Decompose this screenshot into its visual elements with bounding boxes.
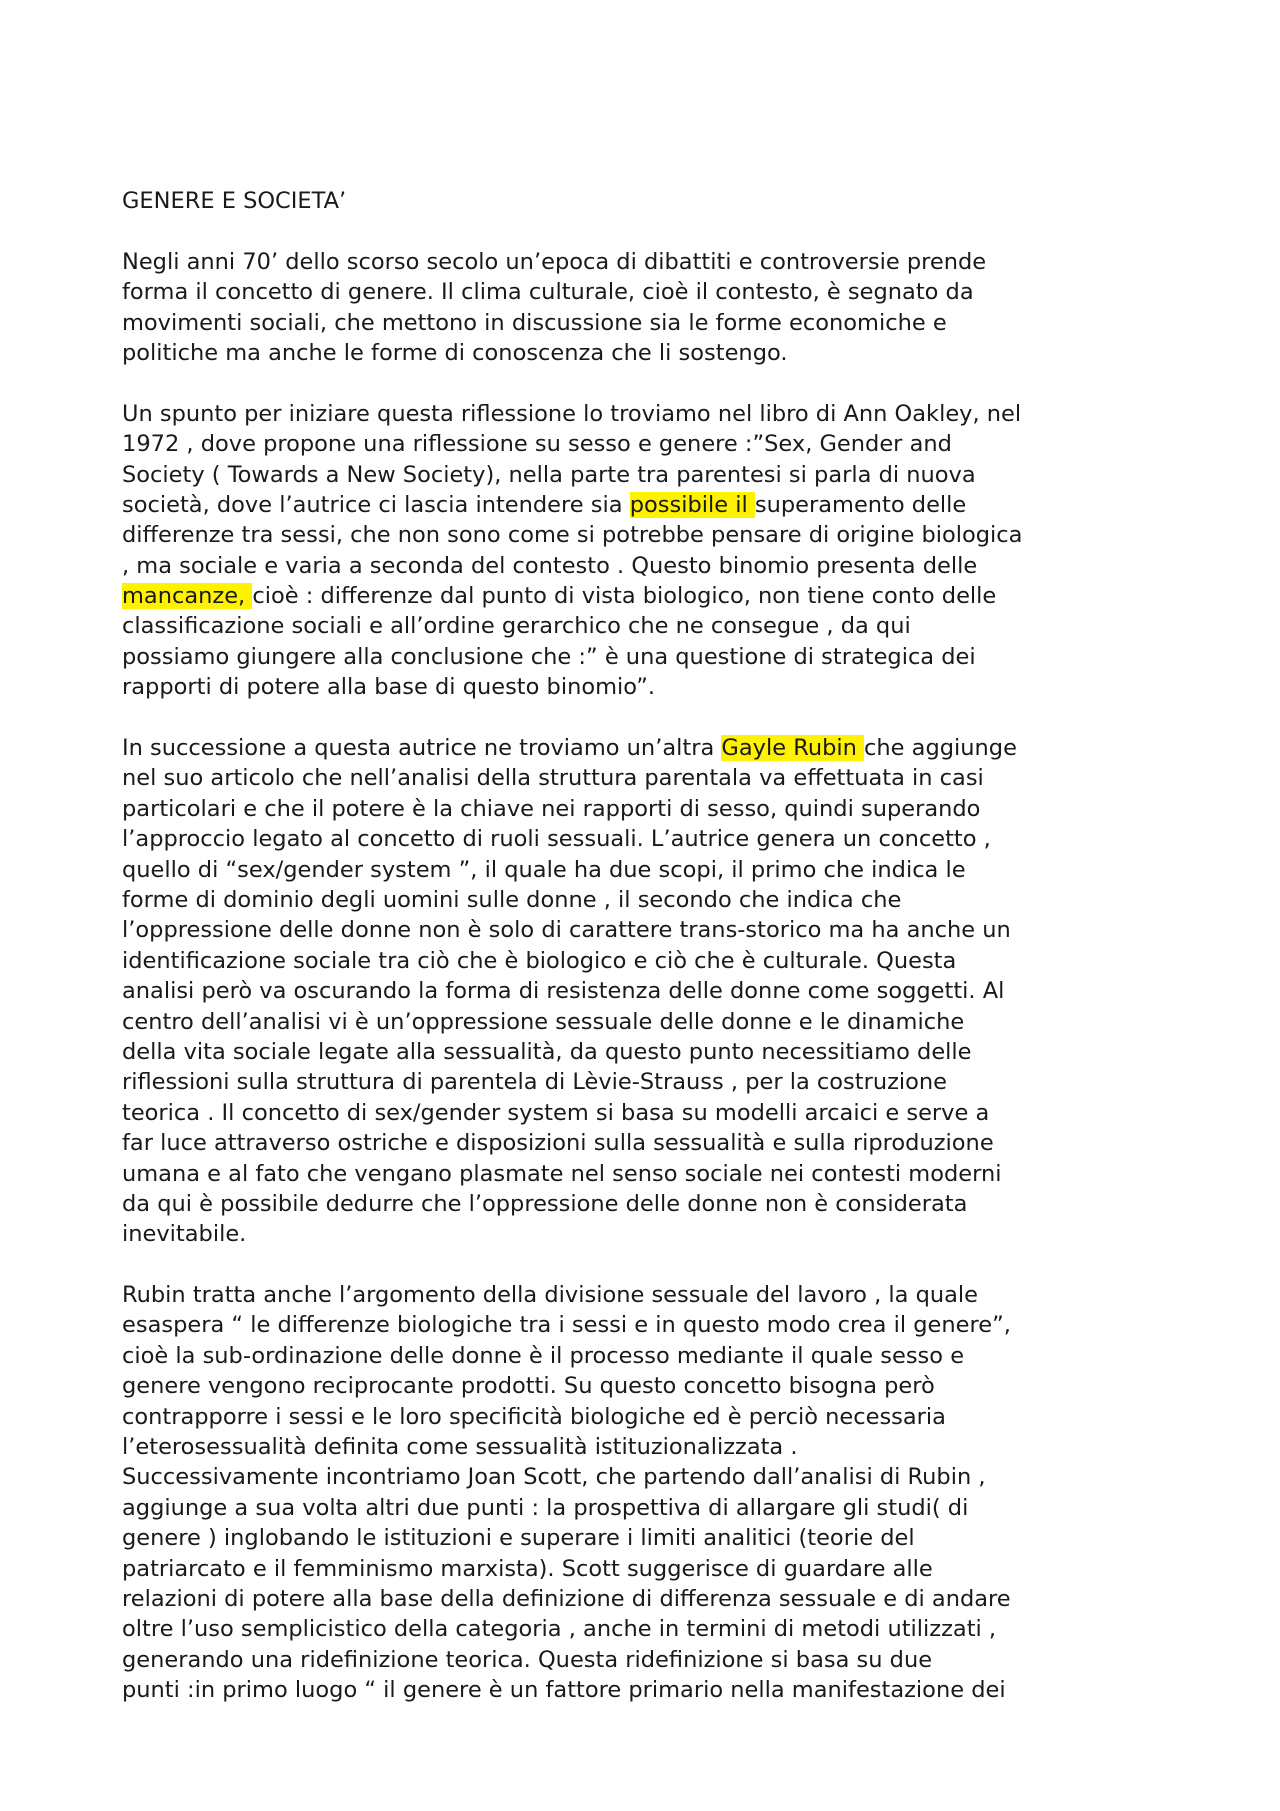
text-line: [122, 733, 1172, 763]
text-run: centro dell’analisi vi è un’oppressione sessuale delle donne e le dinamiche: [122, 1008, 965, 1035]
paragraph: [122, 733, 1172, 1250]
text-run: Society ( Towards a New Society), nella parte tra parentesi si parla di nuova: [122, 461, 976, 488]
text-run: genere vengono reciprocante prodotti. Su questo concetto bisogna però: [122, 1373, 935, 1400]
highlighted-text: mancanze,: [122, 583, 253, 610]
text-run: umana e al fato che vengano plasmate nel senso sociale nei contesti moderni: [122, 1160, 1002, 1187]
text-run: movimenti sociali, che mettono in discussione sia le forme economiche e: [122, 309, 947, 336]
text-run: identificazione sociale tra ciò che è biologico e ciò che è culturale. Questa: [122, 947, 957, 974]
text-run: Negli anni 70’ dello scorso secolo un’epoca di dibattiti e controversie prende: [122, 248, 987, 275]
text-run: esaspera “ le differenze biologiche tra i sessi e in questo modo crea il genere”,: [122, 1312, 1011, 1339]
text-line: [122, 338, 1172, 368]
text-line: [122, 1037, 1172, 1067]
text-line: [122, 1584, 1172, 1614]
text-line: [122, 277, 1172, 307]
text-run: contrapporre i sessi e le loro specificità biologiche ed è perciò necessaria: [122, 1403, 946, 1430]
text-line: [122, 1189, 1172, 1219]
text-run: patriarcato e il femminismo marxista). Scott suggerisce di guardare alle: [122, 1555, 933, 1582]
text-run: far luce attraverso ostriche e disposizioni sulla sessualità e sulla riproduzione: [122, 1130, 994, 1157]
text-line: [122, 1645, 1172, 1675]
text-run: l’approccio legato al concetto di ruoli sessuali. L’autrice genera un concetto ,: [122, 826, 991, 853]
paragraph: [122, 399, 1172, 703]
text-line: [122, 520, 1172, 550]
text-line: [122, 915, 1172, 945]
text-line: [122, 794, 1172, 824]
text-run: riflessioni sulla struttura di parentela di Lèvie-Strauss , per la costruzione: [122, 1069, 948, 1096]
text-run: l’oppressione delle donne non è solo di carattere trans-storico ma ha anche un: [122, 917, 1011, 944]
paragraph: [122, 247, 1172, 369]
text-run: , ma sociale e varia a seconda del contesto . Questo binomio presenta delle: [122, 552, 978, 579]
text-line: [122, 1067, 1172, 1097]
text-run: classificazione sociali e all’ordine gerarchico che ne consegue , da qui: [122, 613, 911, 640]
text-run: In successione a questa autrice ne troviamo un’altra: [122, 735, 722, 762]
text-line: [122, 1341, 1172, 1371]
text-line: [122, 1371, 1172, 1401]
text-line: [122, 946, 1172, 976]
text-run: differenze tra sessi, che non sono come si potrebbe pensare di origine biologica: [122, 522, 1023, 549]
text-line: [122, 1402, 1172, 1432]
text-line: [122, 460, 1172, 490]
text-run: da qui è possibile dedurre che l’oppressione delle donne non è considerata: [122, 1190, 968, 1217]
text-line: [122, 885, 1172, 915]
text-run: che aggiunge: [864, 735, 1017, 762]
paragraph-container: [122, 247, 1172, 1706]
text-run: forma il concetto di genere. Il clima culturale, cioè il contesto, è segnato da: [122, 279, 974, 306]
text-line: [122, 976, 1172, 1006]
text-run: genere ) inglobando le istituzioni e superare i limiti analitici (teorie del: [122, 1525, 915, 1552]
text-line: [122, 1219, 1172, 1249]
text-line: [122, 581, 1172, 611]
text-line: [122, 611, 1172, 641]
text-line: [122, 399, 1172, 429]
text-line: [122, 672, 1172, 702]
text-line: [122, 1128, 1172, 1158]
text-line: [122, 642, 1172, 672]
text-run: possiamo giungere alla conclusione che :” è una questione di strategica dei: [122, 643, 976, 670]
text-line: [122, 429, 1172, 459]
text-run: Un spunto per iniziare questa riflessione lo troviamo nel libro di Ann Oakley, nel: [122, 400, 1022, 427]
text-run: cioè la sub-ordinazione delle donne è il processo mediante il quale sesso e: [122, 1342, 965, 1369]
text-line: [122, 855, 1172, 885]
text-run: generando una ridefinizione teorica. Questa ridefinizione si basa su due: [122, 1646, 933, 1673]
text-line: [122, 247, 1172, 277]
highlighted-text: Gayle Rubin: [721, 735, 865, 762]
text-run: rapporti di potere alla base di questo binomio”.: [122, 674, 656, 701]
text-line: [122, 1098, 1172, 1128]
text-line: [122, 1614, 1172, 1644]
text-run: nel suo articolo che nell’analisi della struttura parentala va effettuata in casi: [122, 765, 984, 792]
text-run: 1972 , dove propone una riflessione su sesso e genere :”Sex, Gender and: [122, 431, 952, 458]
text-run: punti :in primo luogo “ il genere è un fattore primario nella manifestazione dei: [122, 1677, 1006, 1704]
text-run: Rubin tratta anche l’argomento della divisione sessuale del lavoro , la quale: [122, 1282, 979, 1309]
text-run: società, dove l’autrice ci lascia intendere sia: [122, 491, 630, 518]
text-line: [122, 1310, 1172, 1340]
text-run: superamento delle: [754, 491, 967, 518]
text-line: [122, 1280, 1172, 1310]
text-line: [122, 824, 1172, 854]
text-line: [122, 763, 1172, 793]
text-line: [122, 551, 1172, 581]
text-run: quello di “sex/gender system ”, il quale ha due scopi, il primo che indica le: [122, 856, 966, 883]
text-run: Successivamente incontriamo Joan Scott, che partendo dall’analisi di Rubin ,: [122, 1464, 986, 1491]
text-line: [122, 1007, 1172, 1037]
text-run: analisi però va oscurando la forma di resistenza delle donne come soggetti. Al: [122, 978, 1005, 1005]
text-run: inevitabile.: [122, 1221, 247, 1248]
text-run: politiche ma anche le forme di conoscenza che li sostengo.: [122, 339, 788, 366]
text-line: [122, 1432, 1172, 1462]
text-line: [122, 1675, 1172, 1705]
paragraph: [122, 1280, 1172, 1705]
text-line: [122, 1462, 1172, 1492]
text-run: forme di dominio degli uomini sulle donne , il secondo che indica che: [122, 886, 902, 913]
text-run: relazioni di potere alla base della definizione di differenza sessuale e di andare: [122, 1585, 1011, 1612]
text-line: [122, 1554, 1172, 1584]
text-line: [122, 308, 1172, 338]
document-title: GENERE E SOCIETA’: [122, 188, 347, 214]
text-run: cioè : differenze dal punto di vista biologico, non tiene conto delle: [252, 583, 997, 610]
text-line: [122, 490, 1172, 520]
text-line: [122, 1493, 1172, 1523]
text-run: particolari e che il potere è la chiave nei rapporti di sesso, quindi superando: [122, 795, 981, 822]
text-run: della vita sociale legate alla sessualità, da questo punto necessitiamo delle: [122, 1038, 972, 1065]
text-run: oltre l’uso semplicistico della categoria , anche in termini di metodi utilizzati ,: [122, 1616, 997, 1643]
highlighted-text: possibile il: [629, 491, 755, 518]
text-run: l’eterosessualità definita come sessualità istituzionalizzata .: [122, 1434, 798, 1461]
text-line: [122, 1523, 1172, 1553]
text-line: [122, 1159, 1172, 1189]
document-body: [122, 186, 1172, 1706]
text-run: teorica . Il concetto di sex/gender system si basa su modelli arcaici e serve a: [122, 1099, 990, 1126]
text-run: aggiunge a sua volta altri due punti : la prospettiva di allargare gli studi( di: [122, 1494, 969, 1521]
